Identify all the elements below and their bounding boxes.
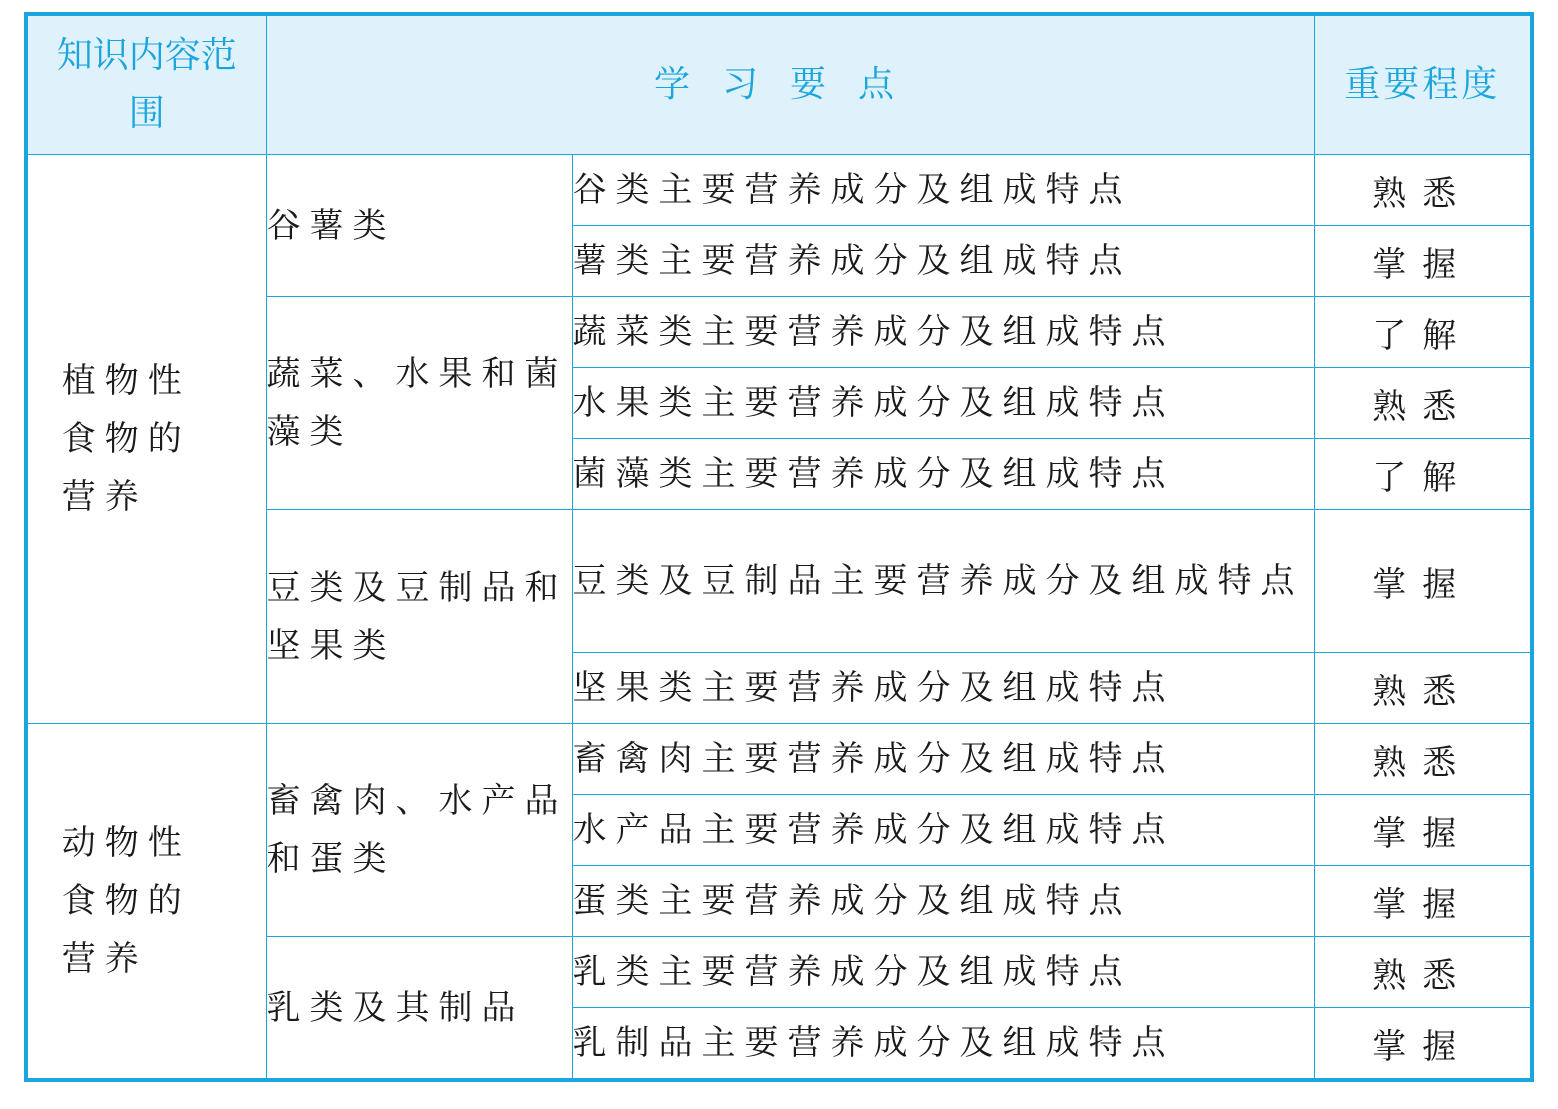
learning-point: 豆类及豆制品主要营养成分及组成特点 — [572, 510, 1314, 653]
learning-point: 薯类主要营养成分及组成特点 — [572, 226, 1314, 297]
subcategory-cell: 蔬菜、水果和菌藻类 — [266, 297, 572, 510]
importance-level: 熟悉 — [1314, 653, 1532, 724]
importance-level: 熟悉 — [1314, 155, 1532, 226]
importance-level: 掌握 — [1314, 510, 1532, 653]
learning-point: 蔬菜类主要营养成分及组成特点 — [572, 297, 1314, 368]
importance-level: 了解 — [1314, 439, 1532, 510]
header-learning-points: 学习要点 — [266, 14, 1314, 155]
learning-point: 蛋类主要营养成分及组成特点 — [572, 866, 1314, 937]
learning-point: 畜禽肉主要营养成分及组成特点 — [572, 724, 1314, 795]
table-row — [26, 724, 1532, 795]
header-importance: 重要程度 — [1314, 14, 1532, 155]
learning-point: 水果类主要营养成分及组成特点 — [572, 368, 1314, 439]
header-knowledge-range: 知识内容范围 — [26, 14, 266, 155]
subcategory-cell: 乳类及其制品 — [266, 937, 572, 1081]
syllabus-table — [24, 12, 1534, 1082]
learning-point: 水产品主要营养成分及组成特点 — [572, 795, 1314, 866]
importance-level: 熟悉 — [1314, 937, 1532, 1008]
subcategory-cell: 豆类及豆制品和坚果类 — [266, 510, 572, 724]
importance-level: 熟悉 — [1314, 724, 1532, 795]
header-row — [26, 14, 1532, 155]
importance-level: 掌握 — [1314, 1008, 1532, 1081]
learning-point: 乳制品主要营养成分及组成特点 — [572, 1008, 1314, 1081]
subcategory-cell: 谷薯类 — [266, 155, 572, 297]
importance-level: 掌握 — [1314, 866, 1532, 937]
importance-level: 了解 — [1314, 297, 1532, 368]
importance-level: 掌握 — [1314, 795, 1532, 866]
learning-point: 坚果类主要营养成分及组成特点 — [572, 653, 1314, 724]
syllabus-table-wrapper — [24, 12, 1534, 1082]
range-cell: 动物性食物的营养 — [26, 724, 266, 1081]
range-cell: 植物性食物的营养 — [26, 155, 266, 724]
table-row — [26, 155, 1532, 226]
learning-point: 谷类主要营养成分及组成特点 — [572, 155, 1314, 226]
importance-level: 掌握 — [1314, 226, 1532, 297]
importance-level: 熟悉 — [1314, 368, 1532, 439]
learning-point: 菌藻类主要营养成分及组成特点 — [572, 439, 1314, 510]
learning-point: 乳类主要营养成分及组成特点 — [572, 937, 1314, 1008]
subcategory-cell: 畜禽肉、水产品和蛋类 — [266, 724, 572, 937]
